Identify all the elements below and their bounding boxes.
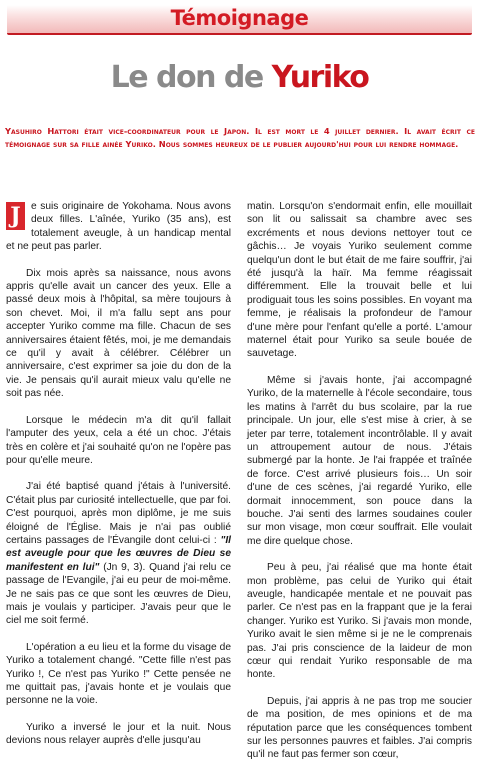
article-title-part2: Yuriko — [271, 60, 369, 95]
drop-cap: J — [6, 202, 25, 230]
article-title — [0, 58, 479, 98]
left-paragraph-6: Yuriko a inversé le jour et la nuit. Nous devions nous relayer auprès d'elle jusqu'au — [6, 721, 231, 747]
left-paragraph-5: L'opération a eu lieu et la forme du visage de Yuriko a totalement changé. "Cette fille n'est pas Yuriko !, Ce n'est pas Yuriko !" Cette pensée ne me quittait pas, j'avais honte et je voulais que personne ne la voie. — [6, 641, 231, 707]
left-paragraph-4-text-a: J'ai été baptisé quand j'étais à l'université. C'était plus par curiosité intellectuelle, que par foi. C'est pourquoi, après mon diplôme, je me suis éloigné de l'Église. Mais je n'ai pas oublié certains passages de l'Évangile dont celui-ci : — [6, 481, 231, 546]
article-title-part1: Le don de — [110, 60, 272, 95]
left-paragraph-1-text: e suis originaire de Yokohama. Nous avons deux filles. L'aînée, Yuriko (35 ans), est totalement aveugle, à un handicap mental et ne peut pas parler. — [6, 201, 231, 253]
section-title: Témoignage — [170, 6, 309, 30]
right-column — [247, 200, 472, 761]
right-paragraph-3: Peu à peu, j'ai réalisé que ma honte était mon problème, pas celui de Yuriko qui était aveugle, handicapée mentale et ne pouvait pas parler. Ce n'est pas en la frappant que je la ferai changer. Yuriko est Yuriko. Si j'avais mon monde, Yuriko avait le sien même si je ne le comprenais pas. J'ai pris conscience de la laideur de mon cœur qui rendait Yuriko responsable de ma honte. — [247, 562, 472, 681]
left-column — [6, 200, 231, 747]
right-paragraph-1: matin. Lorsqu'on s'endormait enfin, elle mouillait son lit ou salissait sa chambre avec ses excréments et nous devions nettoyer tout ce gâchis… Je voyais Yuriko seulement comme quelqu'un dont le but était de me faire souffrir, j'ai été jusqu'à la haïr. Ma femme réagissait différemment. Elle la trouvait belle et lui prodiguait tous les soins possibles. En voyant ma femme, je réalisais la profondeur de l'amour d'une mère pour l'enfant qu'elle a porté. L'amour maternel était pour Yuriko sa seule bouée de sauvetage. — [247, 201, 472, 360]
left-paragraph-2: Dix mois après sa naissance, nous avons appris qu'elle avait un cancer des yeux. Elle a passé deux mois à l'hôpital, sa mère toujours à son chevet. Moi, il m'a fallu sept ans pour accepter Yuriko comme ma fille. Chacun de ses anniversaires étaient fêtés, moi, je me demandais ce qu'il y avait à célébrer. Célébrer un anniversaire, c'est exprimer sa joie du don de la vie. Je pensais qu'il aurait mieux valu qu'elle ne soit pas née. — [6, 267, 231, 400]
left-paragraph-3: Lorsque le médecin m'a dit qu'il fallait l'amputer des yeux, cela a été un choc. J'étais très en colère et j'ai souhaité qu'on ne l'opère pas pour qu'elle meure. — [6, 414, 231, 466]
gospel-quote: "Il est aveugle pour que les œuvres de Dieu se manifestent en lui" — [6, 534, 231, 573]
right-paragraph-2: Même si j'avais honte, j'ai accompagné Yuriko, de la maternelle à l'école secondaire, tous les matins à l'arrêt du bus scolaire, par la rue principale. Un jour, elle s'est mise à crier, à se jeter par terre, totalement incontrôlable. Il y avait un attroupement autour de nous. J'étais submergé par la honte. Je l'ai frappée et traînée de force. C'est arrivé plusieurs fois… Un soir d'une de ces scènes, j'ai regardé Yuriko, elle dormait innocemment, son pouce dans la bouche. J'ai senti des larmes soudaines couler sur mon visage, mon cœur souffrait. Elle voulait me dire quelque chose. — [247, 374, 472, 547]
left-paragraph-4 — [6, 480, 231, 627]
left-paragraph-1 — [6, 200, 231, 254]
left-paragraph-4-text-b: (Jn 9, 3). Quand j'ai relu ce passage de l'Evangile, j'ai eu peur de moi-même. Je ne sais pas ce que sont les œuvres de Dieu, mais je voulais y participer. J'avais peur que le ciel me soit fermé. — [6, 561, 231, 627]
right-paragraph-4: Depuis, j'ai appris à ne pas trop me soucier de ma position, de mes opinions et de ma réputation parce que les conséquences tombent sur les personnes pauvres et faibles. J'ai compris qu'il ne faut pas fermer son cœur, — [247, 695, 472, 761]
intro-paragraph: Yasuhiro Hattori était vice-coordinateur pour le Japon. Il est mort le 4 juillet dernier. Il avait écrit ce témoignage sur sa fille ainée Yuriko. Nous sommes heureux de le publier aujourd'hui pour lui rendre hommage. — [5, 126, 475, 149]
